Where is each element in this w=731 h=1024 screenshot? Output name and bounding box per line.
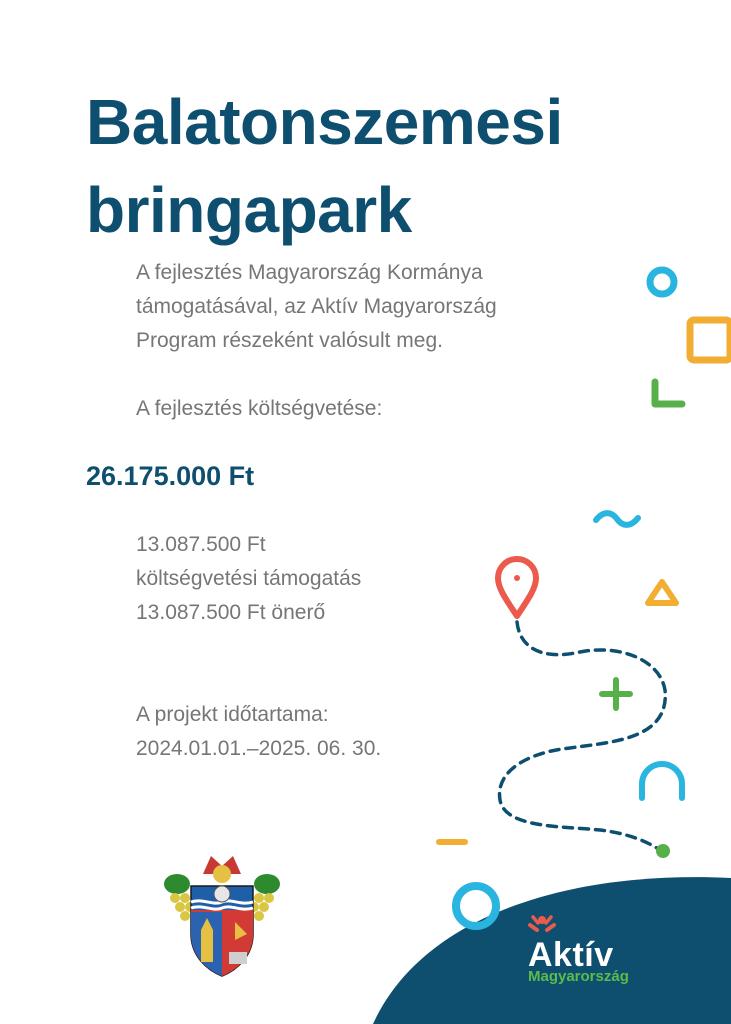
map-pin-icon [498, 559, 536, 616]
title-line-2: bringapark [86, 174, 412, 246]
duration-value: 2024.01.01.–2025. 06. 30. [136, 737, 382, 760]
intro-paragraph [136, 256, 497, 358]
support-amount: 13.087.500 Ft [136, 533, 266, 556]
logo-figure-icon [527, 915, 557, 937]
triangle-icon [648, 582, 676, 603]
intro-line-2: támogatásával, az Aktív Magyarország [136, 295, 497, 318]
budget-total: 26.175.000 Ft [86, 461, 255, 491]
title-line-1: Balatonszemesi [86, 86, 563, 158]
brand-subname: Magyarország [528, 968, 629, 985]
page-title [86, 78, 686, 254]
dot-icon [656, 844, 670, 858]
coat-of-arms-icon [163, 852, 281, 978]
duration-label: A projekt időtartama: [136, 703, 329, 726]
circle-outline-icon [456, 886, 496, 926]
budget-breakdown [136, 528, 361, 630]
brand-name: Aktív [528, 936, 614, 974]
corner-icon [655, 382, 682, 404]
wave-icon [596, 513, 638, 525]
square-outline-icon [690, 320, 730, 360]
own-contribution: 13.087.500 Ft önerő [136, 601, 326, 624]
route-dashed-path [500, 622, 666, 850]
intro-line-3: Program részeként valósult meg. [136, 329, 443, 352]
arch-icon [642, 764, 682, 798]
project-duration [136, 698, 381, 766]
support-label: költségvetési támogatás [136, 567, 362, 590]
circle-outline-icon [650, 270, 674, 294]
budget-label: A fejlesztés költségvetése: [136, 397, 383, 420]
intro-line-1: A fejlesztés Magyarország Kormánya [136, 261, 483, 284]
plus-icon [602, 680, 630, 708]
